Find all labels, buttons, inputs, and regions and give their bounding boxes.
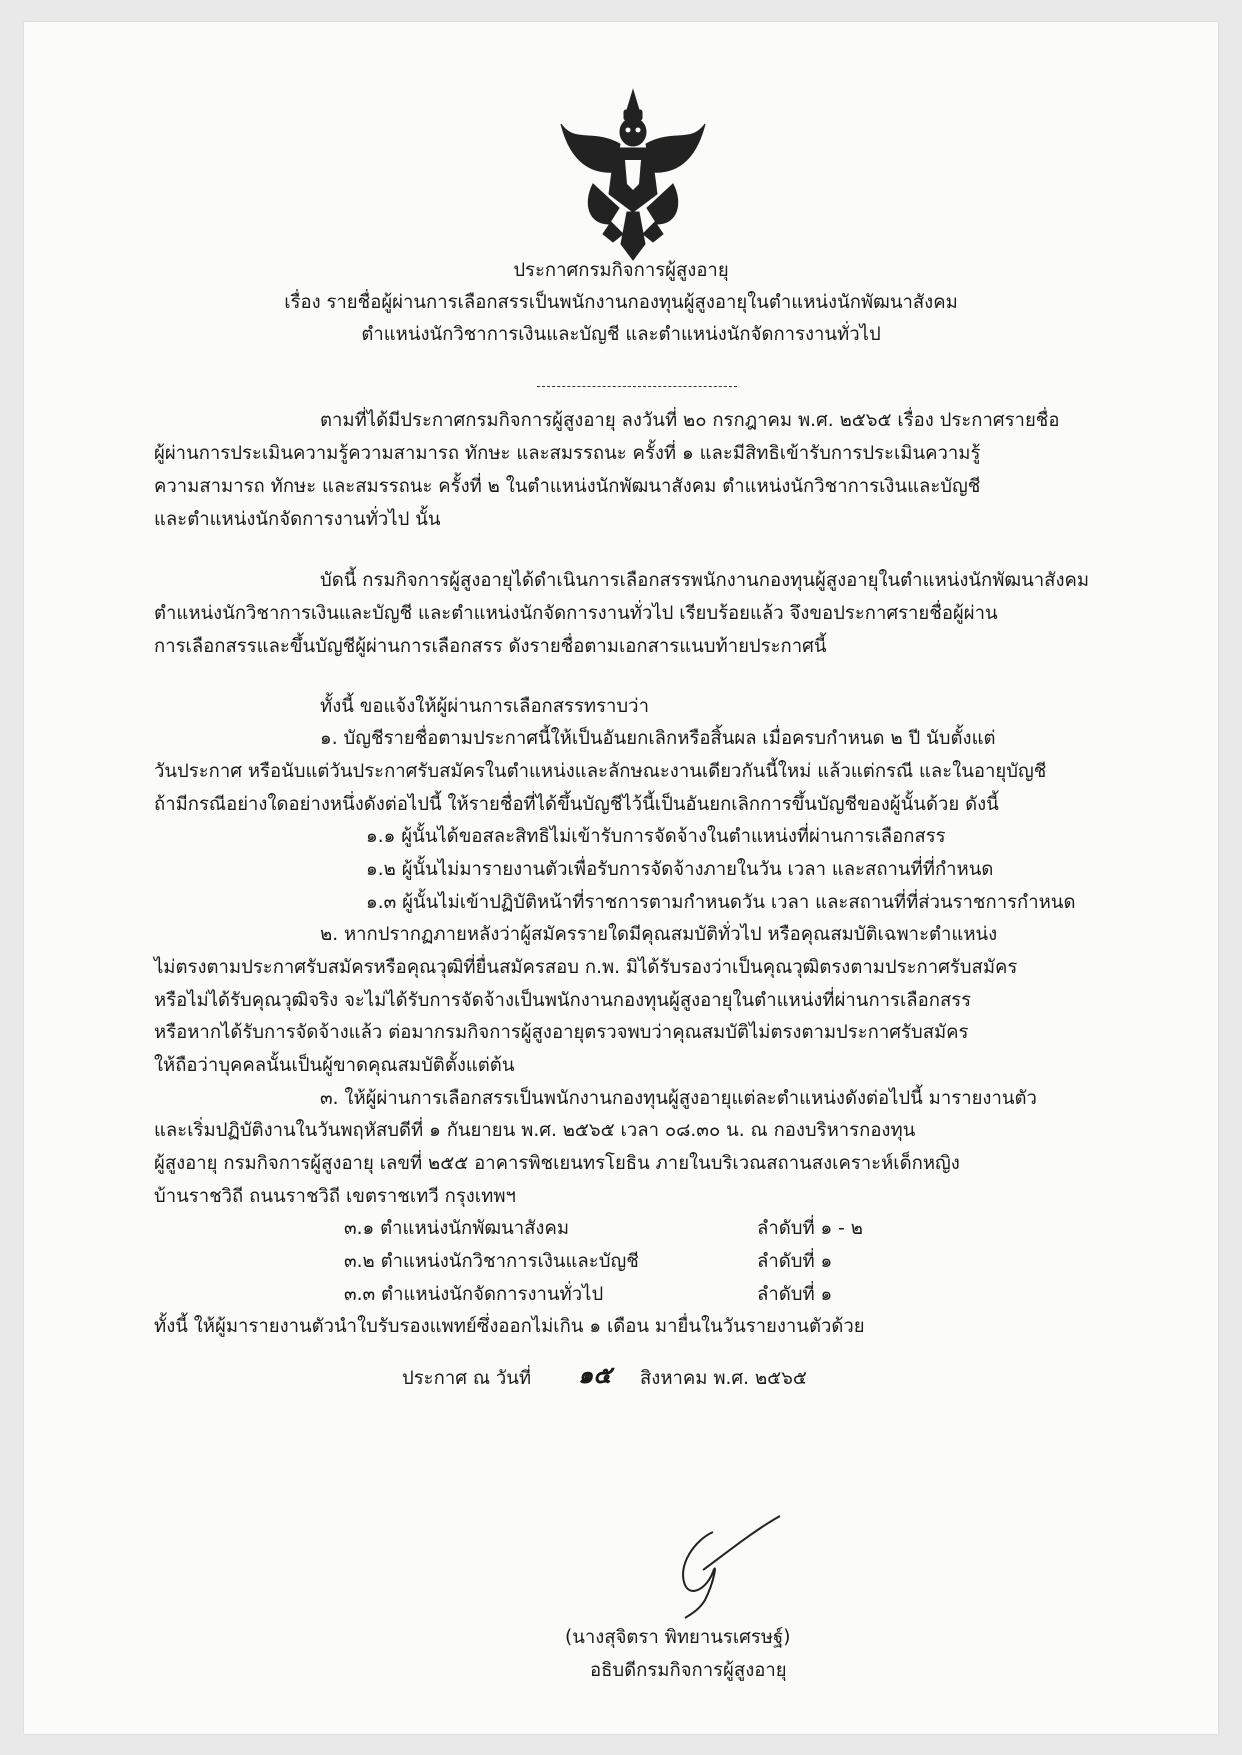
body-line: ไม่ตรงตามประกาศรับสมัครหรือคุณวุฒิที่ยื่นสมัครสอบ ก.พ. มิได้รับรองว่าเป็นคุณวุฒิตรงตามประกาศรับสมัคร: [154, 957, 1018, 978]
position-label: ๓.๒ ตำแหน่งนักวิชาการเงินและบัญชี: [344, 1251, 639, 1272]
signatory-name: (นางสุจิตรา พิทยานรเศรษฐ์): [565, 1627, 791, 1648]
body-line: การเลือกสรรและขึ้นบัญชีผู้ผ่านการเลือกสรร ดังรายชื่อตามเอกสารแนบท้ายประกาศนี้: [154, 636, 827, 657]
signature-icon: [655, 1510, 785, 1620]
garuda-emblem-icon: [553, 84, 713, 264]
announce-date-prefix: ประกาศ ณ วันที่: [402, 1368, 532, 1389]
body-line: ๓. ให้ผู้ผ่านการเลือกสรรเป็นพนักงานกองทุนผู้สูงอายุแต่ละตำแหน่งดังต่อไปนี้ มารายงานตัว: [320, 1088, 1037, 1109]
body-line: หรือหากได้รับการจัดจ้างแล้ว ต่อมากรมกิจการผู้สูงอายุตรวจพบว่าคุณสมบัติไม่ตรงตามประกาศรับสมัคร: [154, 1022, 969, 1043]
body-line: ถ้ามีกรณีอย่างใดอย่างหนึ่งดังต่อไปนี้ ให้รายชื่อที่ได้ขึ้นบัญชีไว้นี้เป็นอันยกเลิกการขึ้นบัญชีของผู้นั้นด้วย ดังนี้: [154, 794, 999, 815]
body-line: ผู้ผ่านการประเมินความรู้ความสามารถ ทักษะ และสมรรถนะ ครั้งที่ ๑ และมีสิทธิเข้ารับการประเมินความรู้: [154, 443, 981, 464]
position-order: ลำดับที่ ๑ - ๒: [757, 1218, 863, 1239]
body-line: ๑.๓ ผู้นั้นไม่เข้าปฏิบัติหน้าที่ราชการตามกำหนดวัน เวลา และสถานที่ที่ส่วนราชการกำหนด: [366, 892, 1076, 913]
position-label: ๓.๑ ตำแหน่งนักพัฒนาสังคม: [344, 1218, 570, 1239]
body-line: หรือไม่ได้รับคุณวุฒิจริง จะไม่ได้รับการจัดจ้างเป็นพนักงานกองทุนผู้สูงอายุในตำแหน่งที่ผ่านการเลือกสรร: [154, 990, 972, 1011]
position-order: ลำดับที่ ๑: [757, 1251, 833, 1272]
body-line: บ้านราชวิถี ถนนราชวิถี เขตราชเทวี กรุงเทพฯ: [154, 1186, 516, 1207]
body-line: และเริ่มปฏิบัติงานในวันพฤหัสบดีที่ ๑ กันยายน พ.ศ. ๒๕๖๕ เวลา ๐๘.๓๐ น. ณ กองบริหารกองทุน: [154, 1120, 916, 1141]
body-line: ความสามารถ ทักษะ และสมรรถนะ ครั้งที่ ๒ ในตำแหน่งนักพัฒนาสังคม ตำแหน่งนักวิชาการเงินและบัญชี: [154, 476, 981, 497]
body-line: ให้ถือว่าบุคคลนั้นเป็นผู้ขาดคุณสมบัติตั้งแต่ต้น: [154, 1055, 515, 1076]
body-line: ตำแหน่งนักวิชาการเงินและบัญชี และตำแหน่งนักจัดการงานทั่วไป เรียบร้อยแล้ว จึงขอประกาศรายชื่อผู้ผ่าน: [154, 603, 998, 624]
body-line: ๑. บัญชีรายชื่อตามประกาศนี้ให้เป็นอันยกเลิกหรือสิ้นผล เมื่อครบกำหนด ๒ ปี นับตั้งแต่: [320, 728, 996, 749]
announce-date-suffix: สิงหาคม พ.ศ. ๒๕๖๕: [640, 1368, 807, 1389]
subject-line-1: เรื่อง รายชื่อผู้ผ่านการเลือกสรรเป็นพนักงานกองทุนผู้สูงอายุในตำแหน่งนักพัฒนาสังคม: [284, 292, 958, 313]
signatory-title: อธิบดีกรมกิจการผู้สูงอายุ: [590, 1660, 787, 1681]
agency-heading: ประกาศกรมกิจการผู้สูงอายุ: [513, 260, 729, 281]
body-line: ตามที่ได้มีประกาศกรมกิจการผู้สูงอายุ ลงวันที่ ๒๐ กรกฎาคม พ.ศ. ๒๕๖๕ เรื่อง ประกาศรายชื่อ: [320, 410, 1060, 431]
body-line: ๒. หากปรากฏภายหลังว่าผู้สมัครรายใดมีคุณสมบัติทั่วไป หรือคุณสมบัติเฉพาะตำแหน่ง: [320, 924, 998, 945]
body-line: และตำแหน่งนักจัดการงานทั่วไป นั้น: [154, 509, 441, 530]
title-divider: [537, 386, 737, 387]
position-label: ๓.๓ ตำแหน่งนักจัดการงานทั่วไป: [344, 1284, 604, 1305]
closing-note: ทั้งนี้ ให้ผู้มารายงานตัวนำใบรับรองแพทย์ซึ่งออกไม่เกิน ๑ เดือน มายื่นในวันรายงานตัวด้วย: [154, 1316, 865, 1337]
position-order: ลำดับที่ ๑: [757, 1284, 833, 1305]
body-line: ๑.๒ ผู้นั้นไม่มารายงานตัวเพื่อรับการจัดจ้างภายในวัน เวลา และสถานที่ที่กำหนด: [366, 859, 994, 880]
body-line: ผู้สูงอายุ กรมกิจการผู้สูงอายุ เลขที่ ๒๕๕ อาคารพิชเยนทรโยธิน ภายในบริเวณสถานสงเคราะห์เด็กหญิง: [154, 1153, 960, 1174]
body-line: ทั้งนี้ ขอแจ้งให้ผู้ผ่านการเลือกสรรทราบว่า: [320, 696, 649, 717]
body-line: วันประกาศ หรือนับแต่วันประกาศรับสมัครในตำแหน่งและลักษณะงานเดียวกันนี้ใหม่ แล้วแต่กรณี และในอายุบัญชี: [154, 761, 1047, 782]
subject-line-2: ตำแหน่งนักวิชาการเงินและบัญชี และตำแหน่งนักจัดการงานทั่วไป: [361, 324, 881, 345]
announce-date-day: ๑๕: [578, 1361, 612, 1389]
body-line: บัดนี้ กรมกิจการผู้สูงอายุได้ดำเนินการเลือกสรรพนักงานกองทุนผู้สูงอายุในตำแหน่งนักพัฒนาสังคม: [320, 570, 1090, 591]
body-line: ๑.๑ ผู้นั้นได้ขอสละสิทธิไม่เข้ารับการจัดจ้างในตำแหน่งที่ผ่านการเลือกสรร: [366, 826, 946, 847]
